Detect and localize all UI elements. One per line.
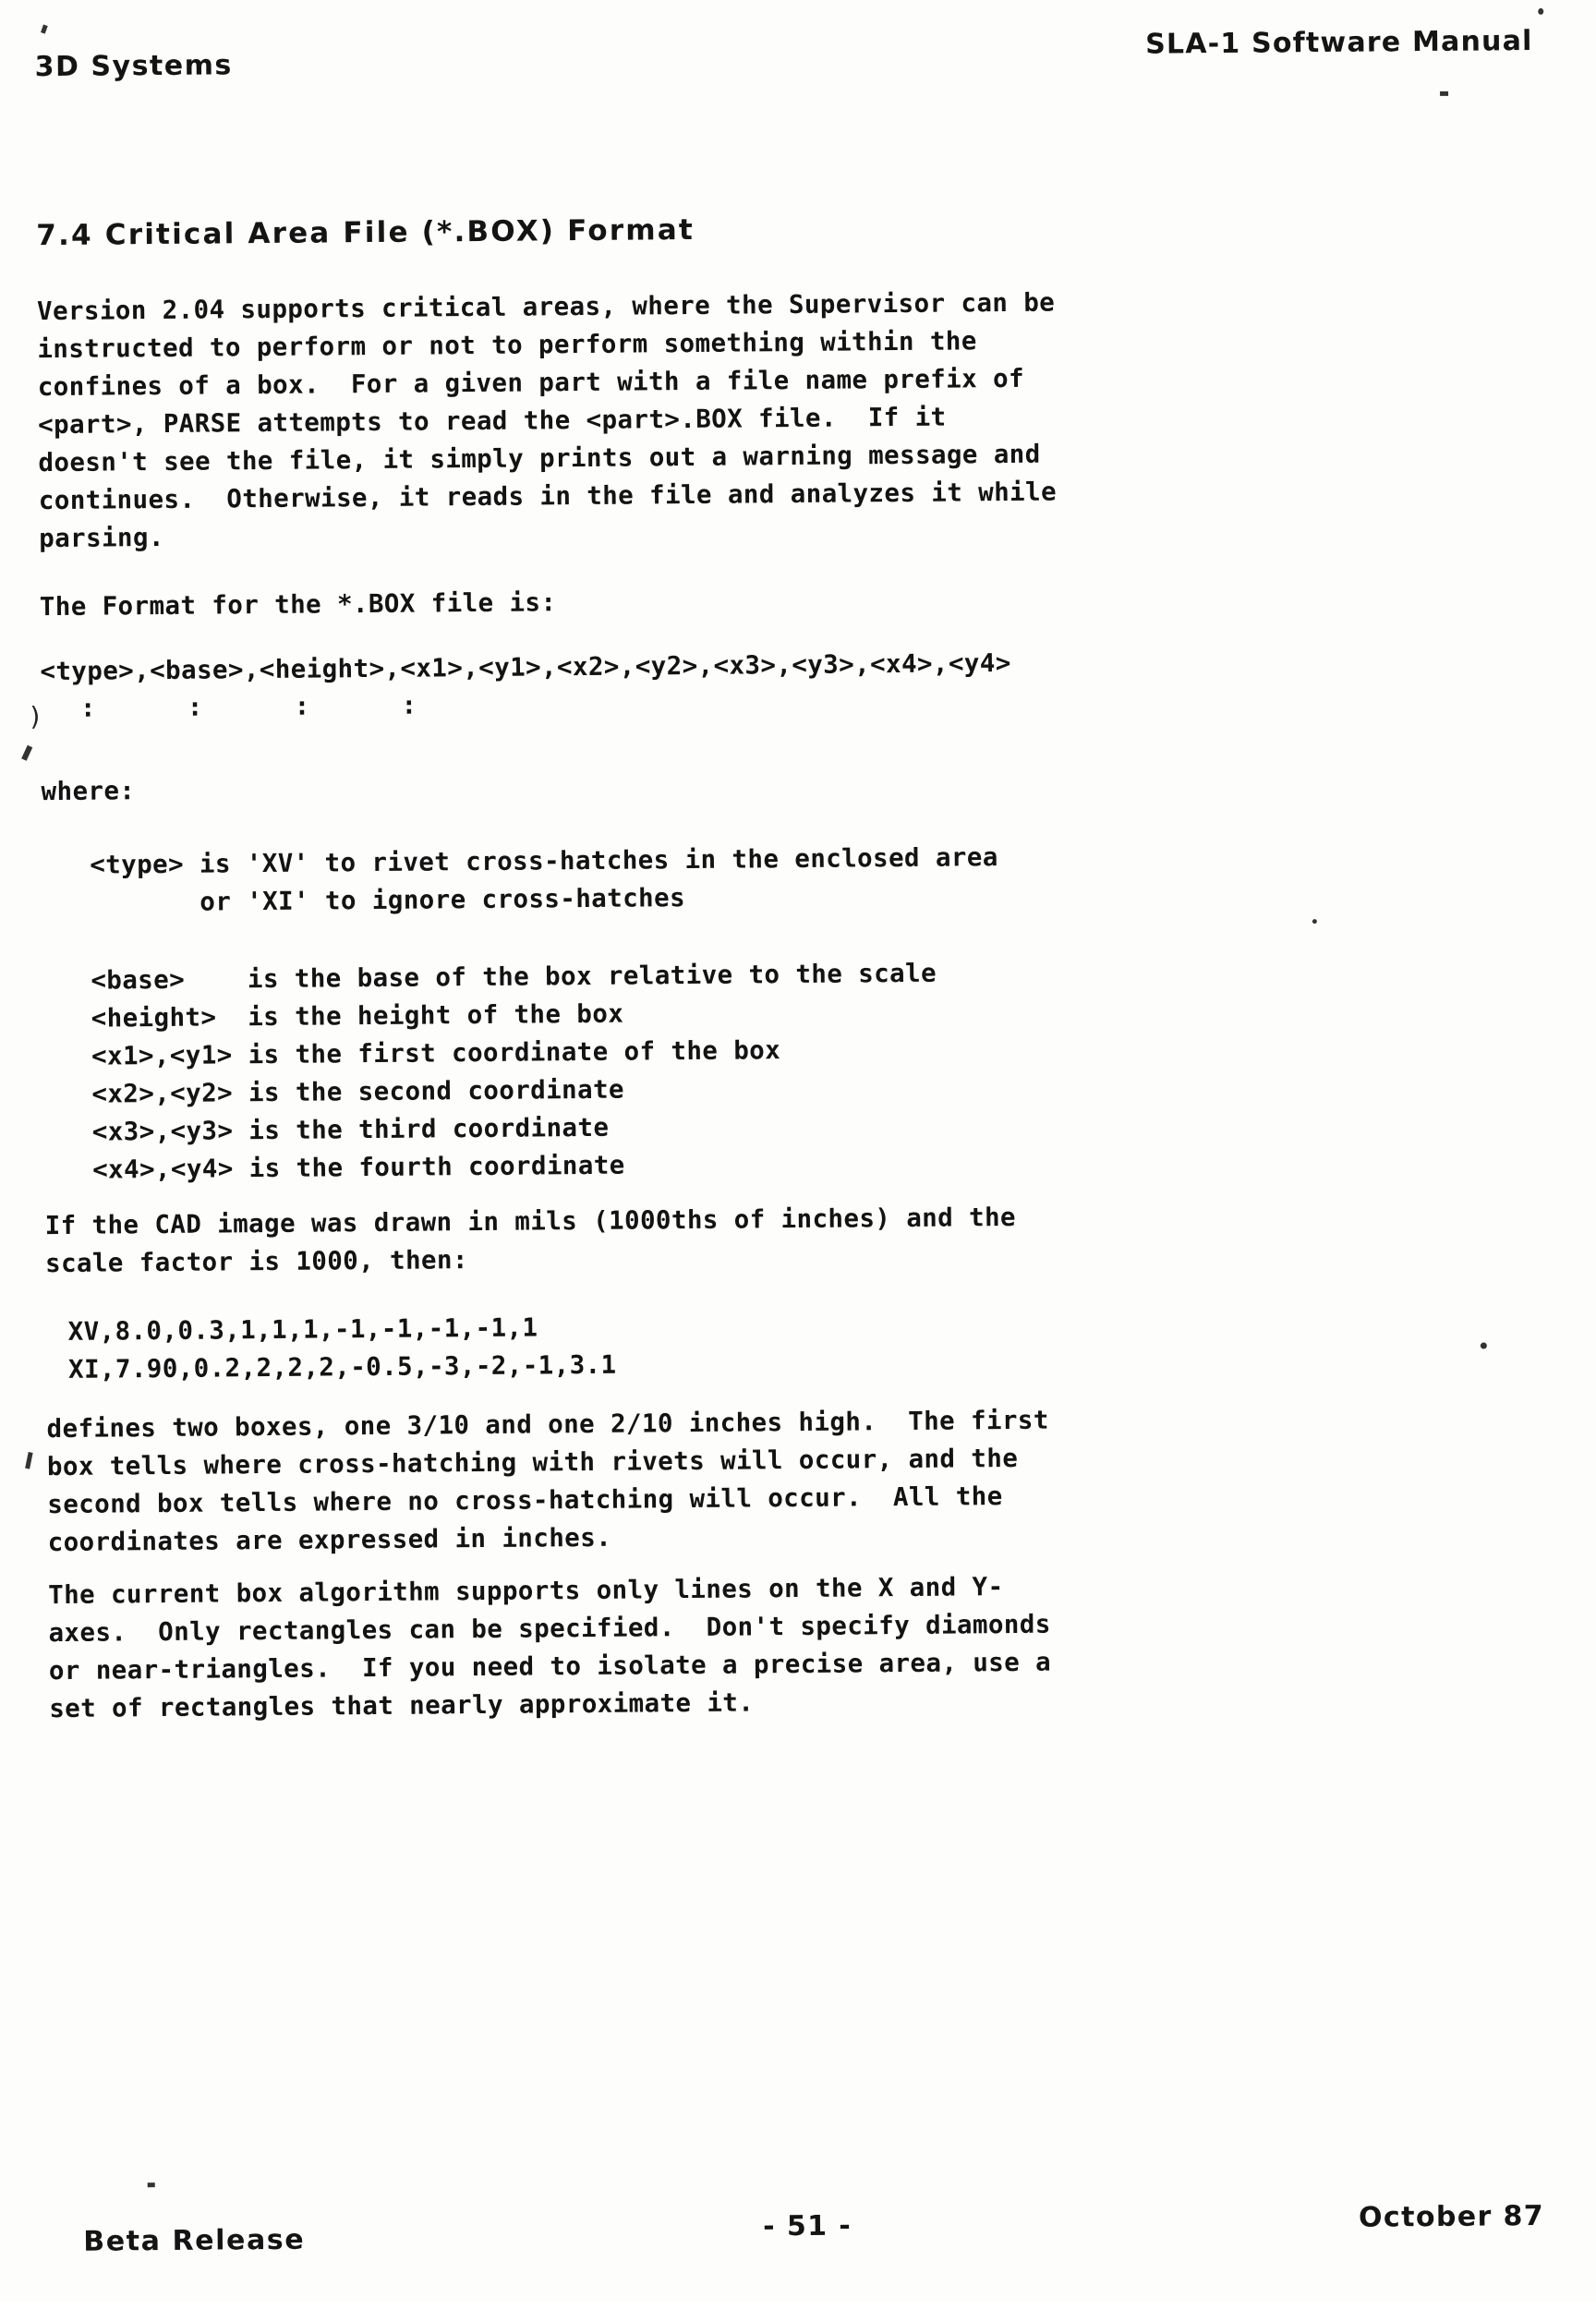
example-box-records: XV,8.0,0.3,1,1,1,-1,-1,-1,-1,1 XI,7.90,0.2,2,2,2,-0.5,-3,-2,-1,3.1 [67,1312,617,1384]
header-left-company: 3D Systems [34,49,233,84]
header-right-manual-title: SLA-1 Software Manual [1145,25,1533,61]
where-label: where: [41,776,136,807]
scan-artifact-mark [21,745,32,761]
footer-page-number: - 51 - [763,2209,852,2243]
format-colon-markers: : : : : [49,690,417,724]
paragraph-mils-note: If the CAD image was drawn in mils (1000ths of inches) and the scale factor is 1000, then: [44,1202,1017,1279]
format-specification-line: <type>,<base>,<height>,<x1>,<y1>,<x2>,<y2>,<x3>,<y3>,<x4>,<y4> [40,647,1011,687]
footer-release-label: Beta Release [83,2223,306,2258]
scan-artifact-mark [41,24,48,33]
footer-date: October 87 [1358,2199,1545,2234]
scan-artifact-mark [148,2182,155,2187]
scan-artifact-mark [25,1452,32,1469]
paragraph-intro: Version 2.04 supports critical areas, where the Supervisor can be instructed to perform or not to perform something within the confines of a box. For a given part with a file name prefix of <part>, PARSE attempts to read the <part>.BOX file. If it doesn't see the file, it simply prints out a warning message and continues. Otherwise, it reads in the file and analyzes it while parsing. [36,287,1058,554]
type-field-definition: <type> is 'XV' to rivet cross-hatches in the enclosed area or 'XI' to ignore cross-hatches [90,842,998,918]
paragraph-box-algorithm: The current box algorithm supports only lines on the X and Y- axes. Only rectangles can be specified. Don't specify diamonds or near-triangles. If you need to isolate a precise area, use a set of rectangles that nearly approximate it. [48,1572,1052,1724]
stray-paren-mark: ) [27,701,43,732]
paragraph-format-lead: The Format for the *.BOX file is: [39,587,557,623]
section-heading: 7.4 Critical Area File (*.BOX) Format [36,212,695,253]
scan-artifact-mark [1481,1342,1487,1348]
paragraph-defines-boxes: defines two boxes, one 3/10 and one 2/10 inches high. The first box tells where cross-hatching with rivets will occur, and the second box tells where no cross-hatching will occur. All the coordinates are expressed in inches. [46,1405,1049,1558]
scan-artifact-mark [1312,919,1317,924]
field-definitions-list: <base> is the base of the box relative to the scale <height> is the height of the box <x1>,<y1> is the first coordinate of the box <x2>,<y2> is the second coordinate <x3>,<y3> is the third coordinate <x4>,<y4> is the fourth coordinate [91,958,937,1185]
scan-artifact-mark [1538,8,1543,15]
scan-artifact-mark [1440,91,1448,96]
